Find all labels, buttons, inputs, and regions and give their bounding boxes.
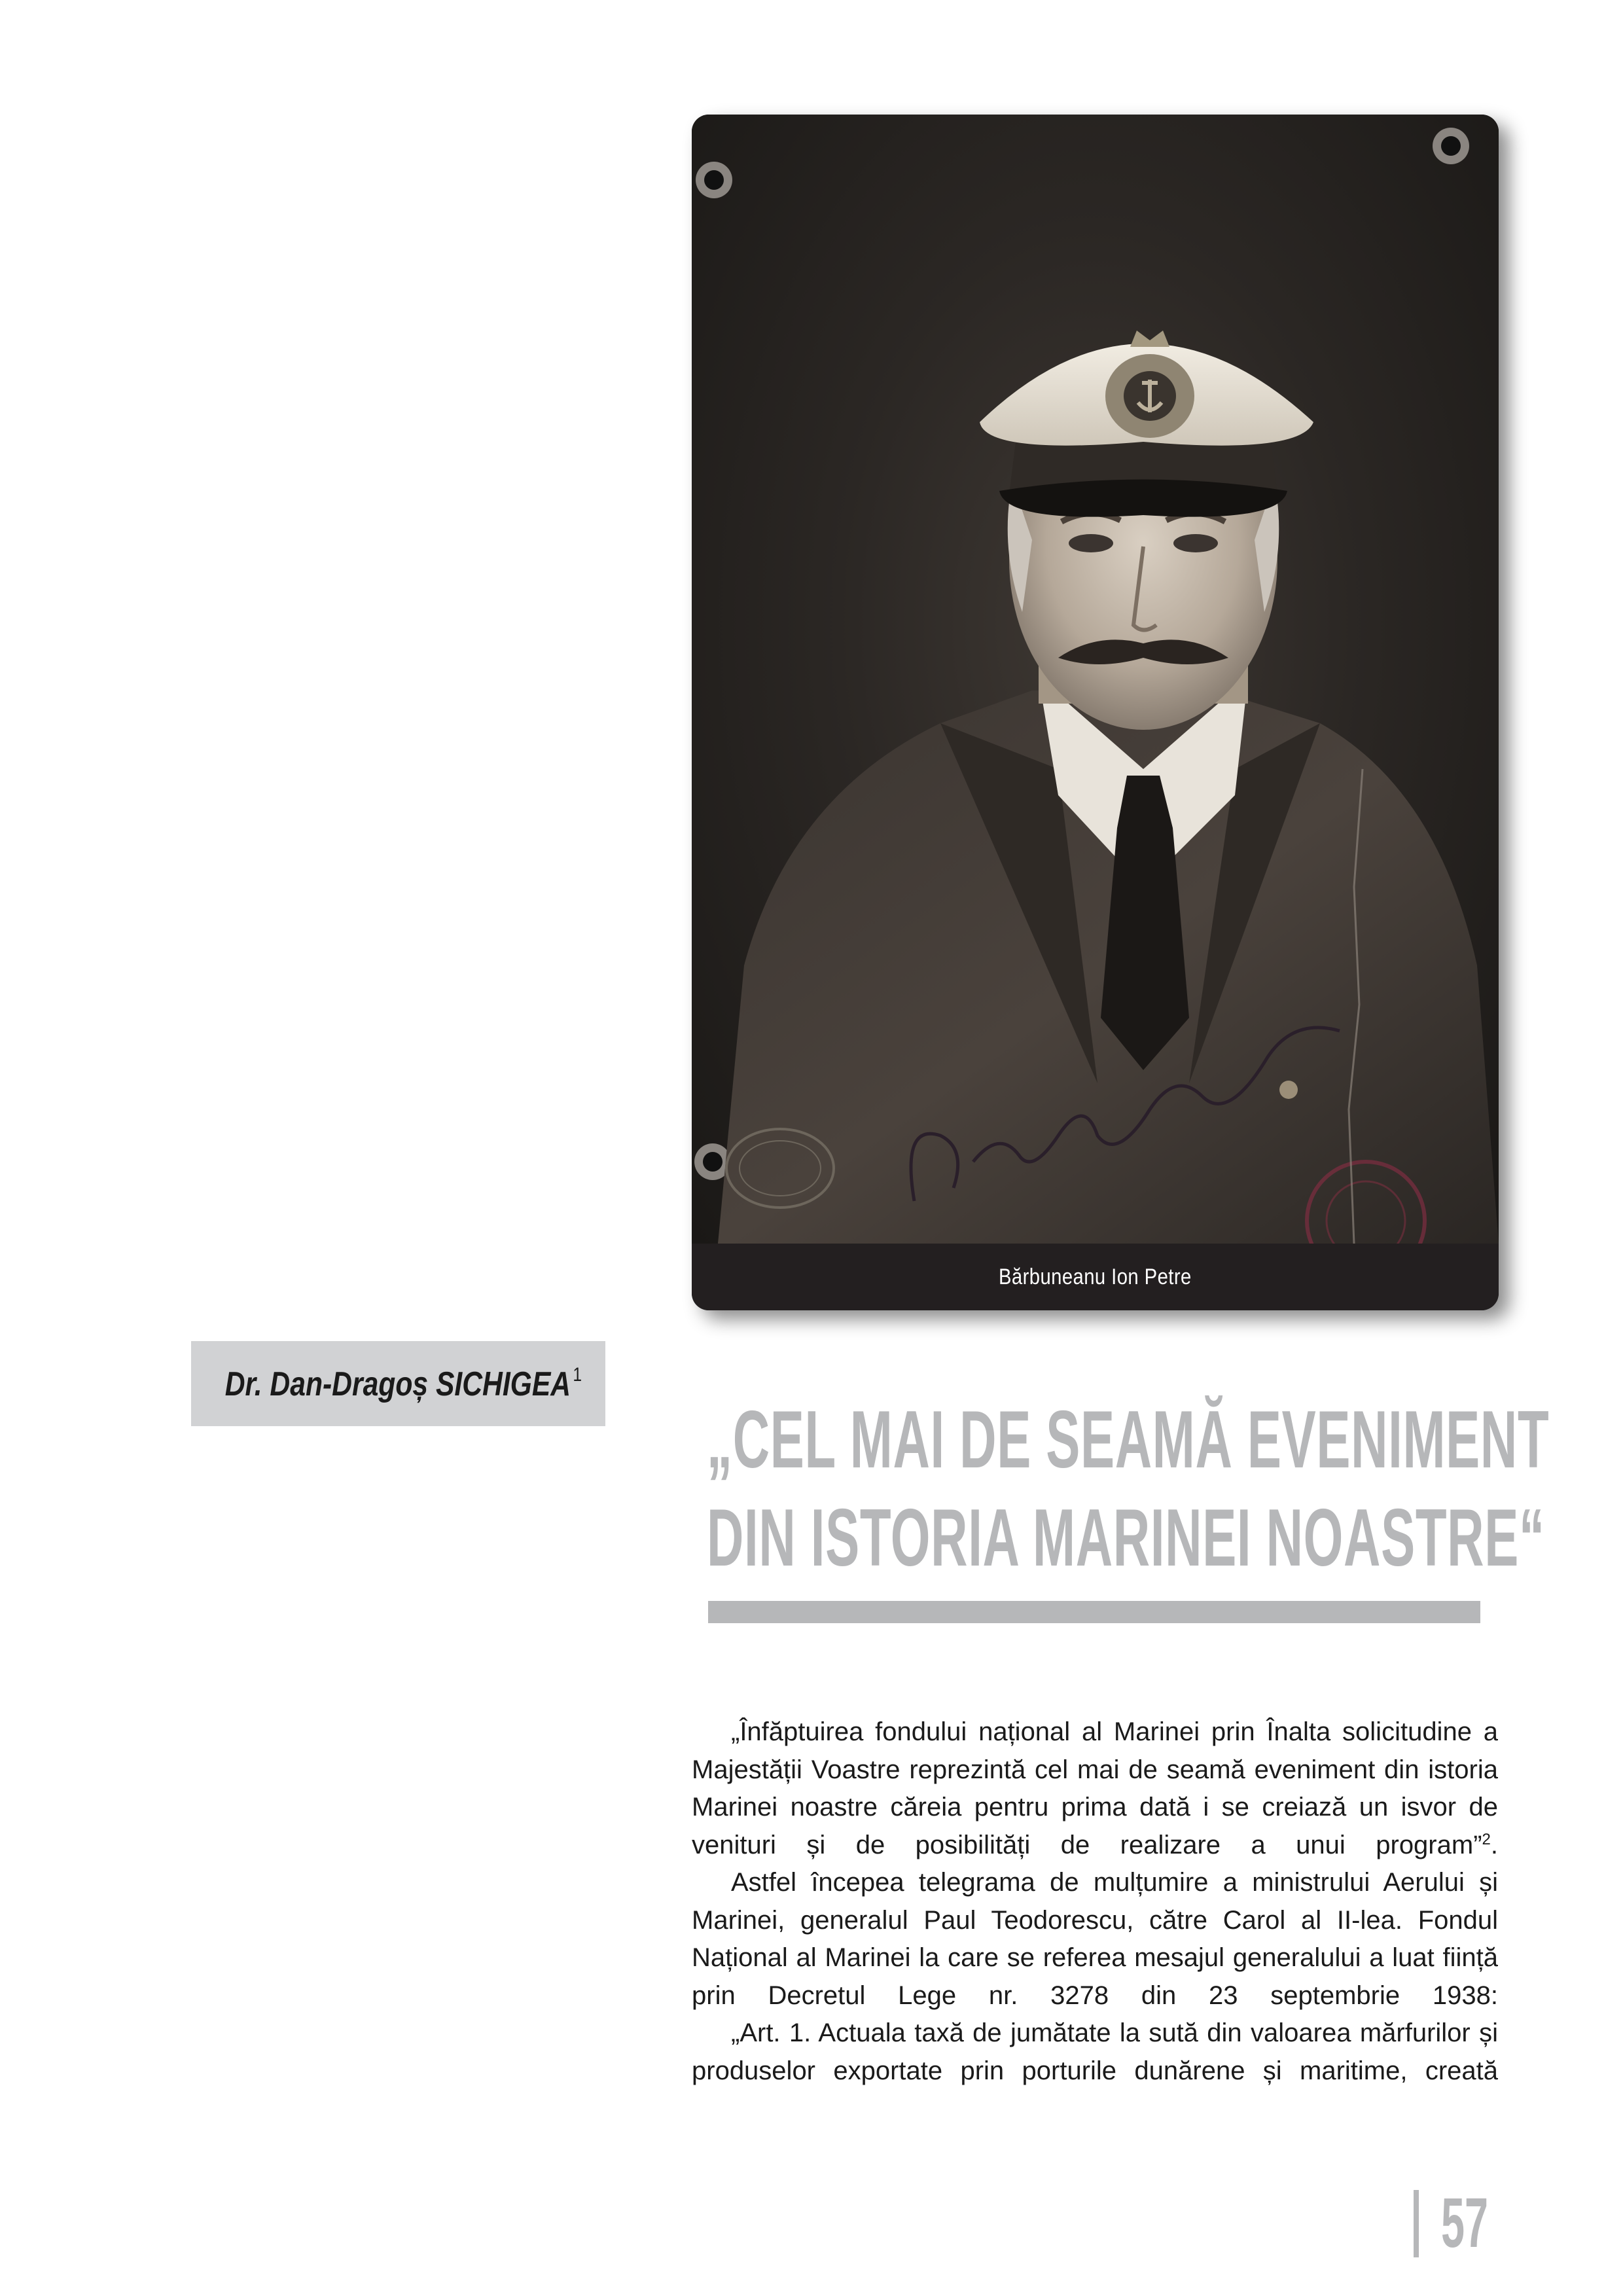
page-number-rule — [1414, 2190, 1419, 2257]
grommet-top-left — [696, 162, 732, 198]
page-number: 57 — [1441, 2183, 1489, 2262]
author-box — [191, 1341, 605, 1426]
author-footnote-mark: 1 — [573, 1363, 582, 1386]
photo-caption-bar — [692, 1244, 1499, 1310]
title-rule — [708, 1601, 1480, 1623]
body-paragraph-1 — [692, 1713, 1498, 1864]
body-paragraph-3-text: „Art. 1. Actuala taxă de jumătate la sută din valoarea mărfurilor și produselor exportate prin porturile dunărene și maritime, creată — [692, 2018, 1498, 2085]
author-name — [225, 1364, 582, 1404]
photo-caption: Bărbuneanu Ion Petre — [999, 1264, 1192, 1289]
body-paragraph-2-text: Astfel începea telegrama de mulțumire a ministrului Aerului și Marinei, generalul Paul Teodorescu, către Carol al II-lea. Fondul Național al Marinei la care se referea mesajul generalului a luat ființă prin Decretul Lege nr. 3278 din 23 septembrie 1938: — [692, 1868, 1498, 2010]
footnote-ref-2: 2 — [1482, 1830, 1491, 1848]
photo-card — [692, 115, 1499, 1310]
body-paragraph-1-end: . — [1490, 1830, 1498, 1859]
grommet-top-right — [1433, 128, 1469, 164]
portrait-photo — [692, 115, 1499, 1244]
portrait-illustration — [692, 115, 1499, 1244]
article-body — [692, 1713, 1498, 2090]
article-title — [707, 1391, 1550, 1587]
body-paragraph-2 — [692, 1864, 1498, 2015]
author-name-text: Dr. Dan-Dragoș SICHIGEA — [224, 1365, 571, 1403]
body-paragraph-3 — [692, 2015, 1498, 2090]
article-title-line-2: DIN ISTORIA MARINEI NOASTRE“ — [707, 1493, 1545, 1583]
article-title-line-1: „CEL MAI DE SEAMĂ EVENIMENT — [707, 1395, 1550, 1485]
body-paragraph-1-text: „Înfăptuirea fondului național al Marinei prin Înalta solicitudine a Majestății Voastre reprezintă cel mai de seamă eveniment din istoria Marinei noastre căreia pentru prima dată i se creiază un isvor de venituri și de posibilități de realizare a unui program” — [692, 1717, 1498, 1859]
